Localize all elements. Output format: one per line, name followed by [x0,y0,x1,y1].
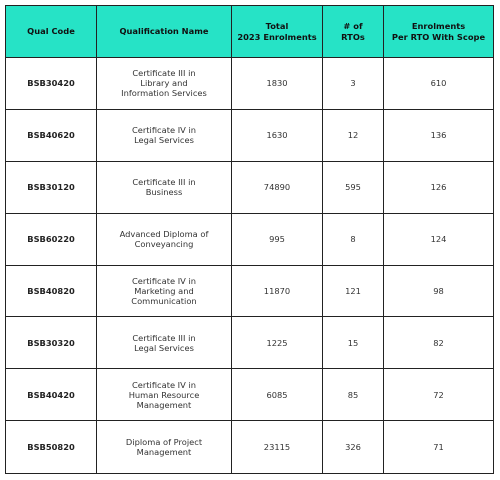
cell-qualification-name: Certificate IV in Legal Services [97,110,232,162]
cell-enrolments-per-rto: 126 [384,162,493,214]
header-rto-count: # of RTOs [323,6,384,58]
cell-enrolments-per-rto: 136 [384,110,493,162]
cell-qual-code: BSB30420 [6,58,97,110]
cell-rto-count: 12 [323,110,384,162]
cell-rto-count: 85 [323,369,384,421]
cell-rto-count: 15 [323,317,384,369]
cell-rto-count: 3 [323,58,384,110]
cell-qualification-name: Certificate III in Legal Services [97,317,232,369]
cell-qual-code: BSB30320 [6,317,97,369]
cell-total-enrolments: 1830 [232,58,323,110]
cell-qual-code: BSB40820 [6,266,97,318]
cell-rto-count: 326 [323,421,384,473]
cell-rto-count: 121 [323,266,384,318]
cell-total-enrolments: 1630 [232,110,323,162]
cell-enrolments-per-rto: 82 [384,317,493,369]
cell-total-enrolments: 23115 [232,421,323,473]
cell-qualification-name: Diploma of Project Management [97,421,232,473]
cell-enrolments-per-rto: 71 [433,442,444,452]
cell-total-enrolments: 74890 [232,162,323,214]
cell-qual-code: BSB40420 [6,369,97,421]
cell-total-enrolments: 1225 [232,317,323,369]
cell-qualification-name: Advanced Diploma of Conveyancing [97,214,232,266]
cell-enrolments-per-rto: 610 [384,58,493,110]
cell-rto-count: 8 [323,214,384,266]
cell-rto-count: 595 [323,162,384,214]
cell-enrolments-per-rto: 72 [384,369,493,421]
cell-qual-code: BSB30120 [6,162,97,214]
header-enrolments-per-rto: Enrolments Per RTO With Scope [384,6,493,58]
cell-enrolments-per-rto: 98 [384,266,493,318]
cell-enrolments-per-rto: 124 [384,214,493,266]
header-qual-code: Qual Code [6,6,97,58]
cell-total-enrolments: 995 [232,214,323,266]
cell-qual-code: BSB60220 [6,214,97,266]
cell-total-enrolments: 6085 [232,369,323,421]
cell-qualification-name: Certificate IV in Marketing and Communication [97,266,232,318]
cell-qualification-name: Certificate III in Library and Information Services [97,58,232,110]
enrolments-table [5,5,494,474]
cell-qual-code: BSB50820 [6,421,97,473]
header-qualification-name: Qualification Name [97,6,232,58]
cell-total-enrolments: 11870 [232,266,323,318]
cell-qualification-name: Certificate IV in Human Resource Management [97,369,232,421]
header-total-enrolments: Total 2023 Enrolments [232,6,323,58]
cell-qualification-name: Certificate III in Business [97,162,232,214]
cell-qual-code: BSB40620 [6,110,97,162]
